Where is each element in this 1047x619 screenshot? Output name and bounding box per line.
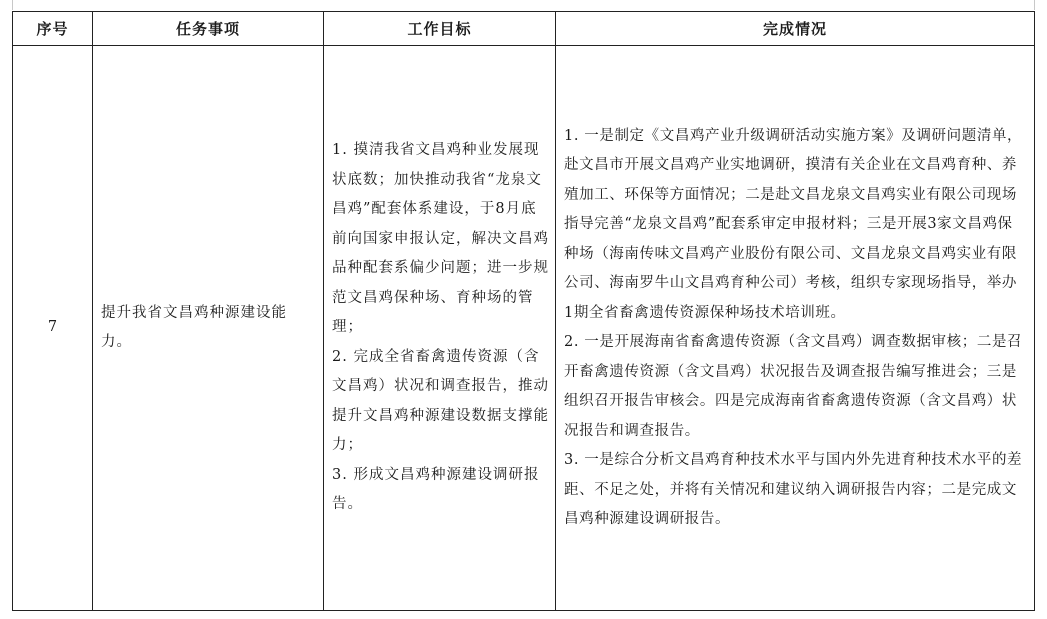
task-table bbox=[12, 11, 1035, 611]
done-item-1: 1. 一是制定《文昌鸡产业升级调研活动实施方案》及调研问题清单，赴文昌市开展文昌鸡产业实地调研，摸清有关企业在文昌鸡育种、养殖加工、环保等方面情况；二是赴文昌龙泉文昌鸡实业有限公司现场指导完善“龙泉文昌鸡”配套系审定申报材料；三是开展3家文昌鸡保种场（海南传味文昌鸡产业股份有限公司、文昌龙泉文昌鸡实业有限公司、海南罗牛山文昌鸡育种公司）考核，组织专家现场指导，举办1期全省畜禽遗传资源保种场技术培训班。 bbox=[564, 127, 1023, 321]
page-guide-right bbox=[1034, 0, 1035, 10]
table-row bbox=[13, 46, 1035, 611]
done-item-3: 3. 一是综合分析文昌鸡育种技术水平与国内外先进育种技术水平的差距、不足之处，并将有关情况和建议纳入调研报告内容；二是完成文昌鸡种源建设调研报告。 bbox=[564, 452, 1023, 527]
header-task: 任务事项 bbox=[93, 12, 324, 46]
page-guide-left bbox=[12, 0, 13, 10]
goal-item-2: 2. 完成全省畜禽遗传资源（含文昌鸡）状况和调查报告，推动提升文昌鸡种源建设数据支撑能力； bbox=[332, 348, 549, 454]
table-body bbox=[13, 46, 1035, 611]
goal-item-3: 3. 形成文昌鸡种源建设调研报告。 bbox=[332, 466, 540, 513]
done-item-2: 2. 一是开展海南省畜禽遗传资源（含文昌鸡）调查数据审核；二是召开畜禽遗传资源（含文昌鸡）状况报告及调查报告编写推进会；三是组织召开报告审核会。四是完成海南省畜禽遗传资源（含文昌鸡）状况报告和调查报告。 bbox=[564, 334, 1023, 439]
header-no: 序号 bbox=[13, 12, 93, 46]
table-header bbox=[13, 12, 1035, 46]
cell-task: 提升我省文昌鸡种源建设能力。 bbox=[93, 46, 324, 611]
header-done: 完成情况 bbox=[556, 12, 1035, 46]
cell-done bbox=[556, 46, 1035, 611]
header-row bbox=[13, 12, 1035, 46]
cell-goal bbox=[324, 46, 556, 611]
goal-item-1: 1. 摸清我省文昌鸡种业发展现状底数；加快推动我省“龙泉文昌鸡”配套体系建设，于8月底前向国家申报认定，解决文昌鸡品种配套系偏少问题；进一步规范文昌鸡保种场、育种场的管理； bbox=[332, 142, 549, 336]
header-goal: 工作目标 bbox=[324, 12, 556, 46]
cell-no: 7 bbox=[13, 46, 93, 611]
